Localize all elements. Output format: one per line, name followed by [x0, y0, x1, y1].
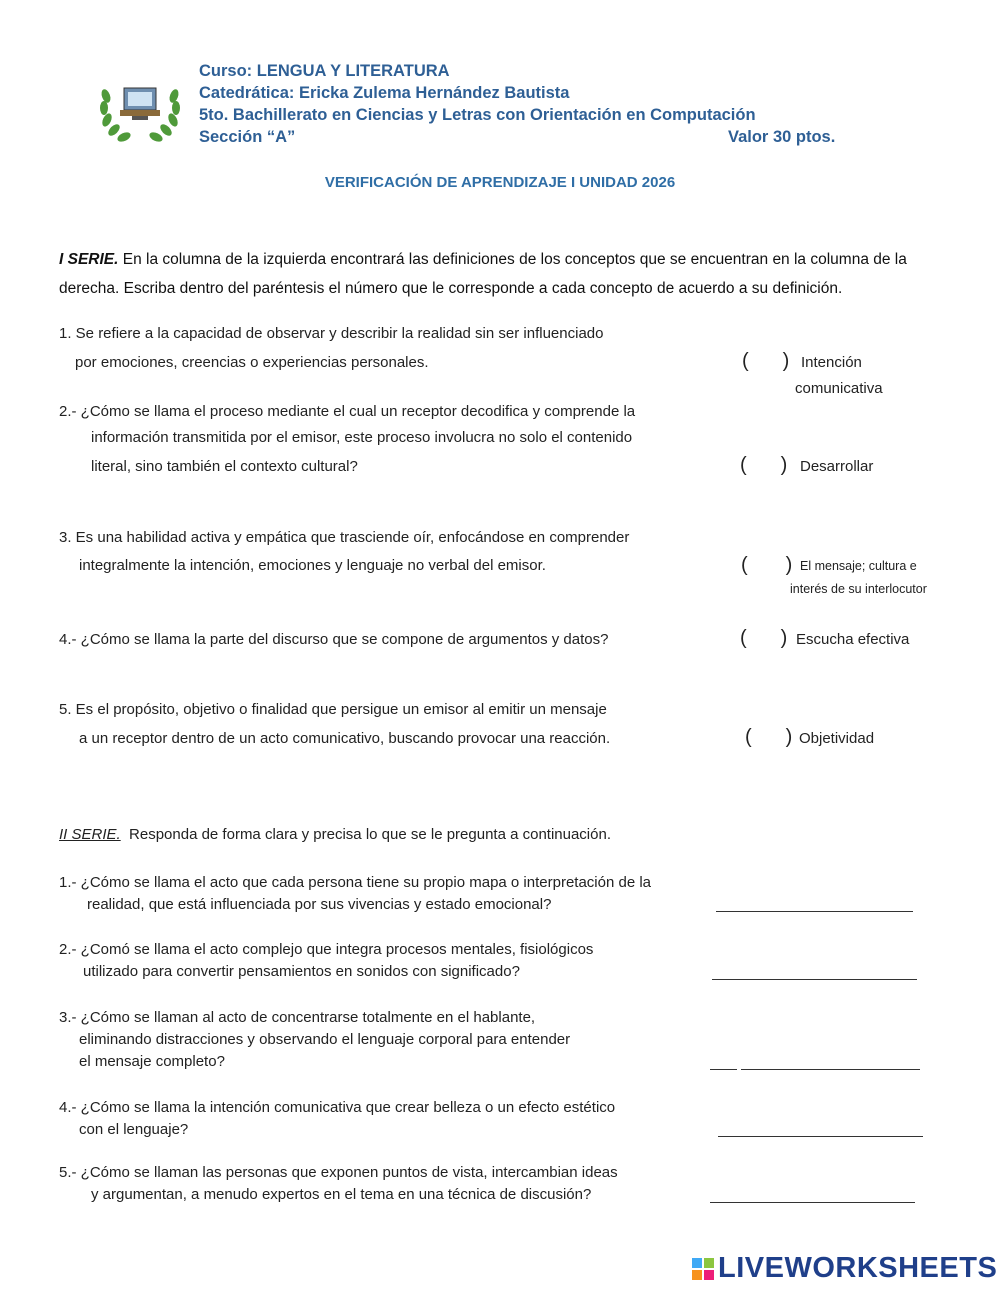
teacher-line: Catedrática: Ericka Zulema Hernández Bautista — [199, 84, 570, 102]
answer-line-2[interactable] — [712, 979, 917, 980]
paren-close: ) — [782, 350, 790, 372]
page-title: VERIFICACIÓN DE APRENDIZAJE I UNIDAD 2026 — [324, 174, 676, 191]
serie1-item3-line2: integralmente la intención, emociones y lenguaje no verbal del emisor. — [79, 557, 546, 574]
paren-open: ( — [742, 350, 749, 372]
serie2-item5-line1: 5.- ¿Cómo se llaman las personas que exponen puntos de vista, intercambian ideas — [59, 1164, 618, 1181]
concept-2: Desarrollar — [800, 458, 874, 475]
serie1-item4-line1: 4.- ¿Cómo se llama la parte del discurso que se compone de argumentos y datos? — [59, 631, 609, 648]
serie1-item2-line2: información transmitida por el emisor, este proceso involucra no solo el contenido — [91, 429, 633, 446]
answer-line-3b[interactable] — [741, 1069, 920, 1070]
serie2-item1-line2: realidad, que está influenciada por sus vivencias y estado emocional? — [87, 896, 552, 913]
serie1-item5-line1: 5. Es el propósito, objetivo o finalidad que persigue un emisor al emitir un mensaje — [59, 701, 607, 718]
answer-box-1[interactable] — [742, 351, 789, 371]
serie2-instructions — [59, 825, 611, 845]
answer-line-1[interactable] — [716, 911, 913, 912]
paren-close: ) — [785, 726, 793, 748]
serie2-instructions-text: Responda de forma clara y precisa lo que se le pregunta a continuación. — [129, 826, 611, 843]
laurel-emblem-icon — [98, 62, 182, 146]
concept-3-line1: El mensaje; cultura e — [800, 559, 917, 573]
concept-5: Objetividad — [799, 730, 875, 747]
answer-box-5[interactable] — [745, 727, 792, 747]
serie1-item5-line2: a un receptor dentro de un acto comunicativo, buscando provocar una reacción. — [79, 730, 611, 747]
serie1-label: I SERIE. — [59, 251, 119, 268]
concept-1-line1: Intención — [801, 354, 862, 371]
answer-box-4[interactable] — [740, 628, 787, 648]
concept-3-line2: interés de su interlocutor — [790, 582, 927, 596]
serie2-item3-line2: eliminando distracciones y observando el lenguaje corporal para entender — [79, 1031, 571, 1048]
paren-close: ) — [785, 554, 793, 576]
paren-open: ( — [745, 726, 752, 748]
serie1-item1-line1: 1. Se refiere a la capacidad de observar y describir la realidad sin ser influenciado — [59, 325, 604, 342]
answer-line-3a[interactable] — [710, 1069, 737, 1070]
concept-4: Escucha efectiva — [796, 631, 910, 648]
serie1-item2-line3: literal, sino también el contexto cultural? — [91, 458, 358, 475]
serie2-item2-line2: utilizado para convertir pensamientos en sonidos con significado? — [83, 963, 520, 980]
serie1-instructions — [59, 245, 949, 303]
paren-close: ) — [780, 454, 788, 476]
serie1-item2-line1: 2.- ¿Cómo se llama el proceso mediante el cual un receptor decodifica y comprende la — [59, 403, 636, 420]
serie2-item4-line2: con el lenguaje? — [79, 1121, 189, 1138]
value-line: Valor 30 ptos. — [728, 128, 836, 146]
serie2-item2-line1: 2.- ¿Comó se llama el acto complejo que integra procesos mentales, fisiológicos — [59, 941, 594, 958]
serie1-item3-line1: 3. Es una habilidad activa y empática que trasciende oír, enfocándose en comprender — [59, 529, 630, 546]
serie2-item1-line1: 1.- ¿Cómo se llama el acto que cada persona tiene su propio mapa o interpretación de la — [59, 874, 652, 891]
answer-box-3[interactable] — [741, 555, 792, 575]
grade-line: 5to. Bachillerato en Ciencias y Letras con Orientación en Computación — [199, 106, 756, 124]
paren-open: ( — [740, 454, 747, 476]
serie2-item4-line1: 4.- ¿Cómo se llama la intención comunicativa que crear belleza o un efecto estético — [59, 1099, 616, 1116]
answer-line-4[interactable] — [718, 1136, 923, 1137]
answer-box-2[interactable] — [740, 455, 787, 475]
serie1-item1-line2: por emociones, creencias o experiencias personales. — [75, 354, 429, 371]
paren-open: ( — [740, 627, 747, 649]
course-line: Curso: LENGUA Y LITERATURA — [199, 62, 450, 80]
school-logo — [98, 62, 182, 146]
serie2-label: II SERIE. — [59, 826, 121, 843]
serie2-item5-line2: y argumentan, a menudo expertos en el tema en una técnica de discusión? — [91, 1186, 592, 1203]
serie2-item3-line1: 3.- ¿Cómo se llaman al acto de concentrarse totalmente en el hablante, — [59, 1009, 536, 1026]
serie1-instructions-text: En la columna de la izquierda encontrará las definiciones de los conceptos que se encuentran en la columna de la derecha. Escriba dentro del paréntesis el número que le corresponde a cada concepto de acuerdo a su definición. — [59, 251, 907, 297]
concept-1-line2: comunicativa — [795, 380, 883, 397]
serie2-item3-line3: el mensaje completo? — [79, 1053, 225, 1070]
section-line: Sección “A” — [199, 128, 296, 146]
paren-open: ( — [741, 554, 748, 576]
paren-close: ) — [780, 627, 788, 649]
answer-line-5[interactable] — [710, 1202, 915, 1203]
brand-wordmark: LIVEWORKSHEETS — [718, 1252, 998, 1284]
liveworksheets-logo-icon — [692, 1258, 714, 1280]
